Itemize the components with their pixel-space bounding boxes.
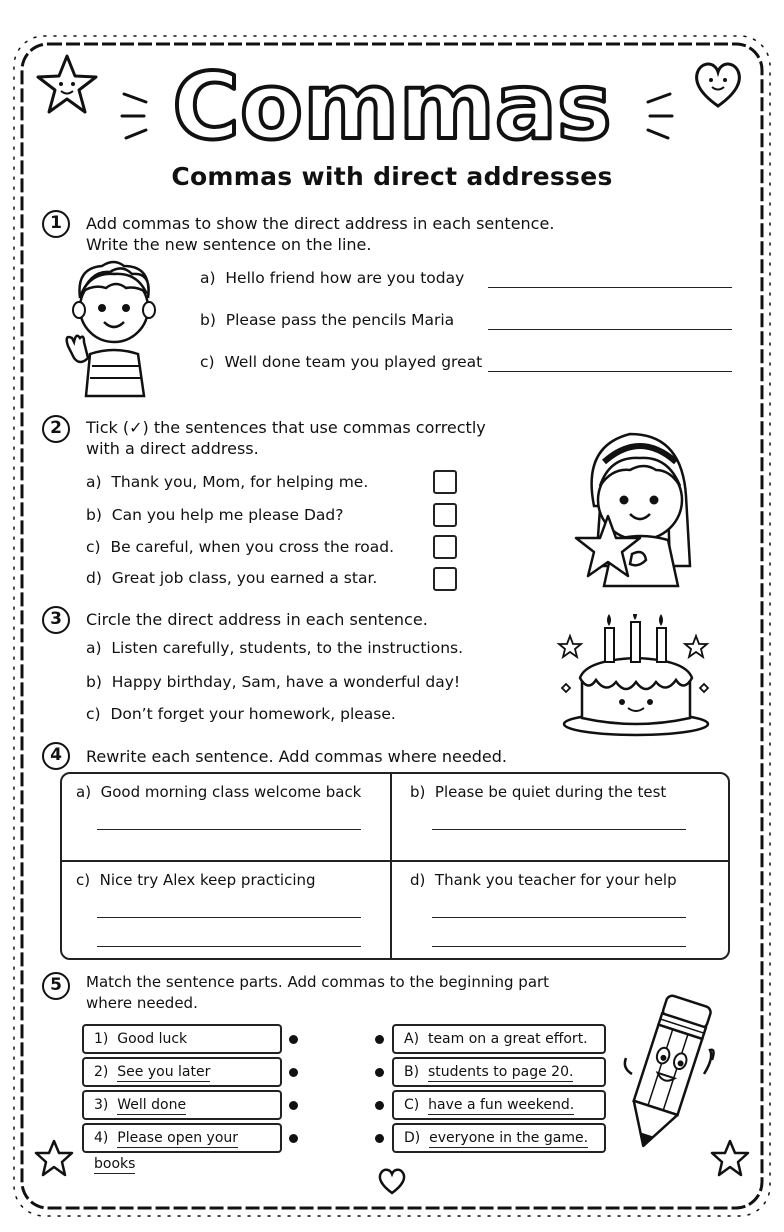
item-text: Well done [117,1097,187,1113]
item-letter: d) [410,871,426,889]
item-letter: a) [76,783,92,801]
match-left-item[interactable] [82,1090,282,1120]
item-letter: c) [86,705,101,723]
tick-checkbox[interactable] [433,567,457,591]
section-number: 1 [42,210,70,238]
item-text: Please open your books [94,1130,239,1172]
list-item [86,472,368,492]
tick-checkbox[interactable] [433,470,457,494]
match-dot[interactable] [289,1068,298,1077]
match-right-item[interactable] [392,1090,606,1120]
item-letter: b) [86,506,102,524]
item-text: students to page 20. [427,1064,574,1080]
page-subtitle: Commas with direct addresses [171,162,613,191]
item-text: Good morning class welcome back [100,783,362,801]
birthday-cake-icon [556,614,716,738]
match-right-item[interactable] [392,1123,606,1153]
list-item [86,638,463,658]
match-left-item[interactable] [82,1024,282,1054]
item-number: 1) [94,1031,109,1047]
section-number: 2 [42,415,70,443]
instruction-line: Tick (✓) the sentences that use commas correctly [86,418,486,437]
star-icon [710,1138,750,1178]
item-letter: b) [200,311,216,329]
match-dot[interactable] [375,1101,384,1110]
item-letter: a) [86,639,102,657]
answer-line[interactable] [432,946,686,947]
answer-line[interactable] [432,829,686,830]
section2-instruction [86,417,486,459]
list-item [86,568,377,588]
item-letter: A) [404,1031,420,1047]
list-item [86,505,343,525]
match-dot[interactable] [375,1134,384,1143]
item-number: 3) [94,1097,109,1113]
answer-line[interactable] [488,371,732,372]
star-icon [34,52,100,118]
grid-divider [390,773,392,959]
item-text: Well done team you played great [224,353,483,371]
item-letter: B) [404,1064,420,1080]
instruction-line: Match the sentence parts. Add commas to the beginning part [86,973,550,991]
list-item [86,537,394,557]
sparkle-lines-right [636,86,676,146]
girl-with-star-icon [574,416,704,592]
answer-line[interactable] [488,287,732,288]
item-letter: c) [86,538,101,556]
list-item [200,352,482,372]
match-dot[interactable] [375,1035,384,1044]
item-letter: b) [410,783,426,801]
tick-checkbox[interactable] [433,535,457,559]
page-title: Commas [172,56,612,156]
item-text: Listen carefully, students, to the instructions. [111,639,464,657]
item-text: See you later [117,1064,211,1080]
item-text: Can you help me please Dad? [111,506,344,524]
section-number: 5 [42,972,70,1000]
section4-instruction: Rewrite each sentence. Add commas where needed. [86,747,507,766]
list-item [410,870,677,890]
item-text: Thank you teacher for your help [434,871,677,889]
pencil-character-icon [618,988,716,1158]
boy-waving-icon [62,258,162,398]
item-number: 2) [94,1064,109,1080]
match-dot[interactable] [289,1101,298,1110]
item-number: 4) [94,1130,109,1146]
item-text: team on a great effort. [427,1031,588,1047]
section-number: 4 [42,742,70,770]
star-icon [34,1138,74,1178]
heart-icon [690,58,746,110]
item-text: Don’t forget your homework, please. [110,705,396,723]
answer-line[interactable] [97,946,361,947]
instruction-line: Add commas to show the direct address in each sentence. [86,214,555,233]
answer-line[interactable] [97,829,361,830]
section-number: 3 [42,606,70,634]
match-right-item[interactable] [392,1057,606,1087]
answer-line[interactable] [432,917,686,918]
item-letter: a) [86,473,102,491]
match-dot[interactable] [289,1134,298,1143]
match-left-item[interactable] [82,1057,282,1087]
match-right-item[interactable] [392,1024,606,1054]
section5-instruction [86,972,549,1014]
instruction-line: Write the new sentence on the line. [86,235,372,254]
list-item [410,782,666,802]
match-dot[interactable] [289,1035,298,1044]
heart-icon [376,1166,408,1196]
item-text: Hello friend how are you today [225,269,465,287]
item-letter: b) [86,673,102,691]
match-left-item[interactable] [82,1123,282,1172]
instruction-line: with a direct address. [86,439,259,458]
answer-line[interactable] [488,329,732,330]
item-text: have a fun weekend. [428,1097,575,1113]
item-text: Please be quiet during the test [434,783,667,801]
section3-instruction: Circle the direct address in each sentence. [86,610,428,629]
list-item [76,870,316,890]
sparkle-lines-left [118,86,158,146]
page-title-graphic [150,56,634,156]
item-text: Happy birthday, Sam, have a wonderful day! [111,673,461,691]
item-letter: c) [200,353,215,371]
tick-checkbox[interactable] [433,503,457,527]
item-text: Good luck [117,1031,188,1047]
item-text: Great job class, you earned a star. [111,569,378,587]
list-item [200,268,464,288]
item-text: Nice try Alex keep practicing [99,871,316,889]
item-text: Thank you, Mom, for helping me. [111,473,369,491]
item-letter: a) [200,269,216,287]
list-item [86,672,460,692]
grid-divider [61,860,729,862]
section1-instruction [86,213,554,255]
list-item [86,704,396,724]
item-letter: D) [404,1130,421,1146]
instruction-line: where needed. [86,994,198,1012]
answer-line[interactable] [97,917,361,918]
item-letter: c) [76,871,91,889]
item-text: Please pass the pencils Maria [225,311,455,329]
item-text: Be careful, when you cross the road. [110,538,395,556]
item-text: everyone in the game. [429,1130,589,1146]
item-letter: C) [404,1097,420,1113]
list-item [200,310,454,330]
item-letter: d) [86,569,102,587]
list-item [76,782,361,802]
match-dot[interactable] [375,1068,384,1077]
